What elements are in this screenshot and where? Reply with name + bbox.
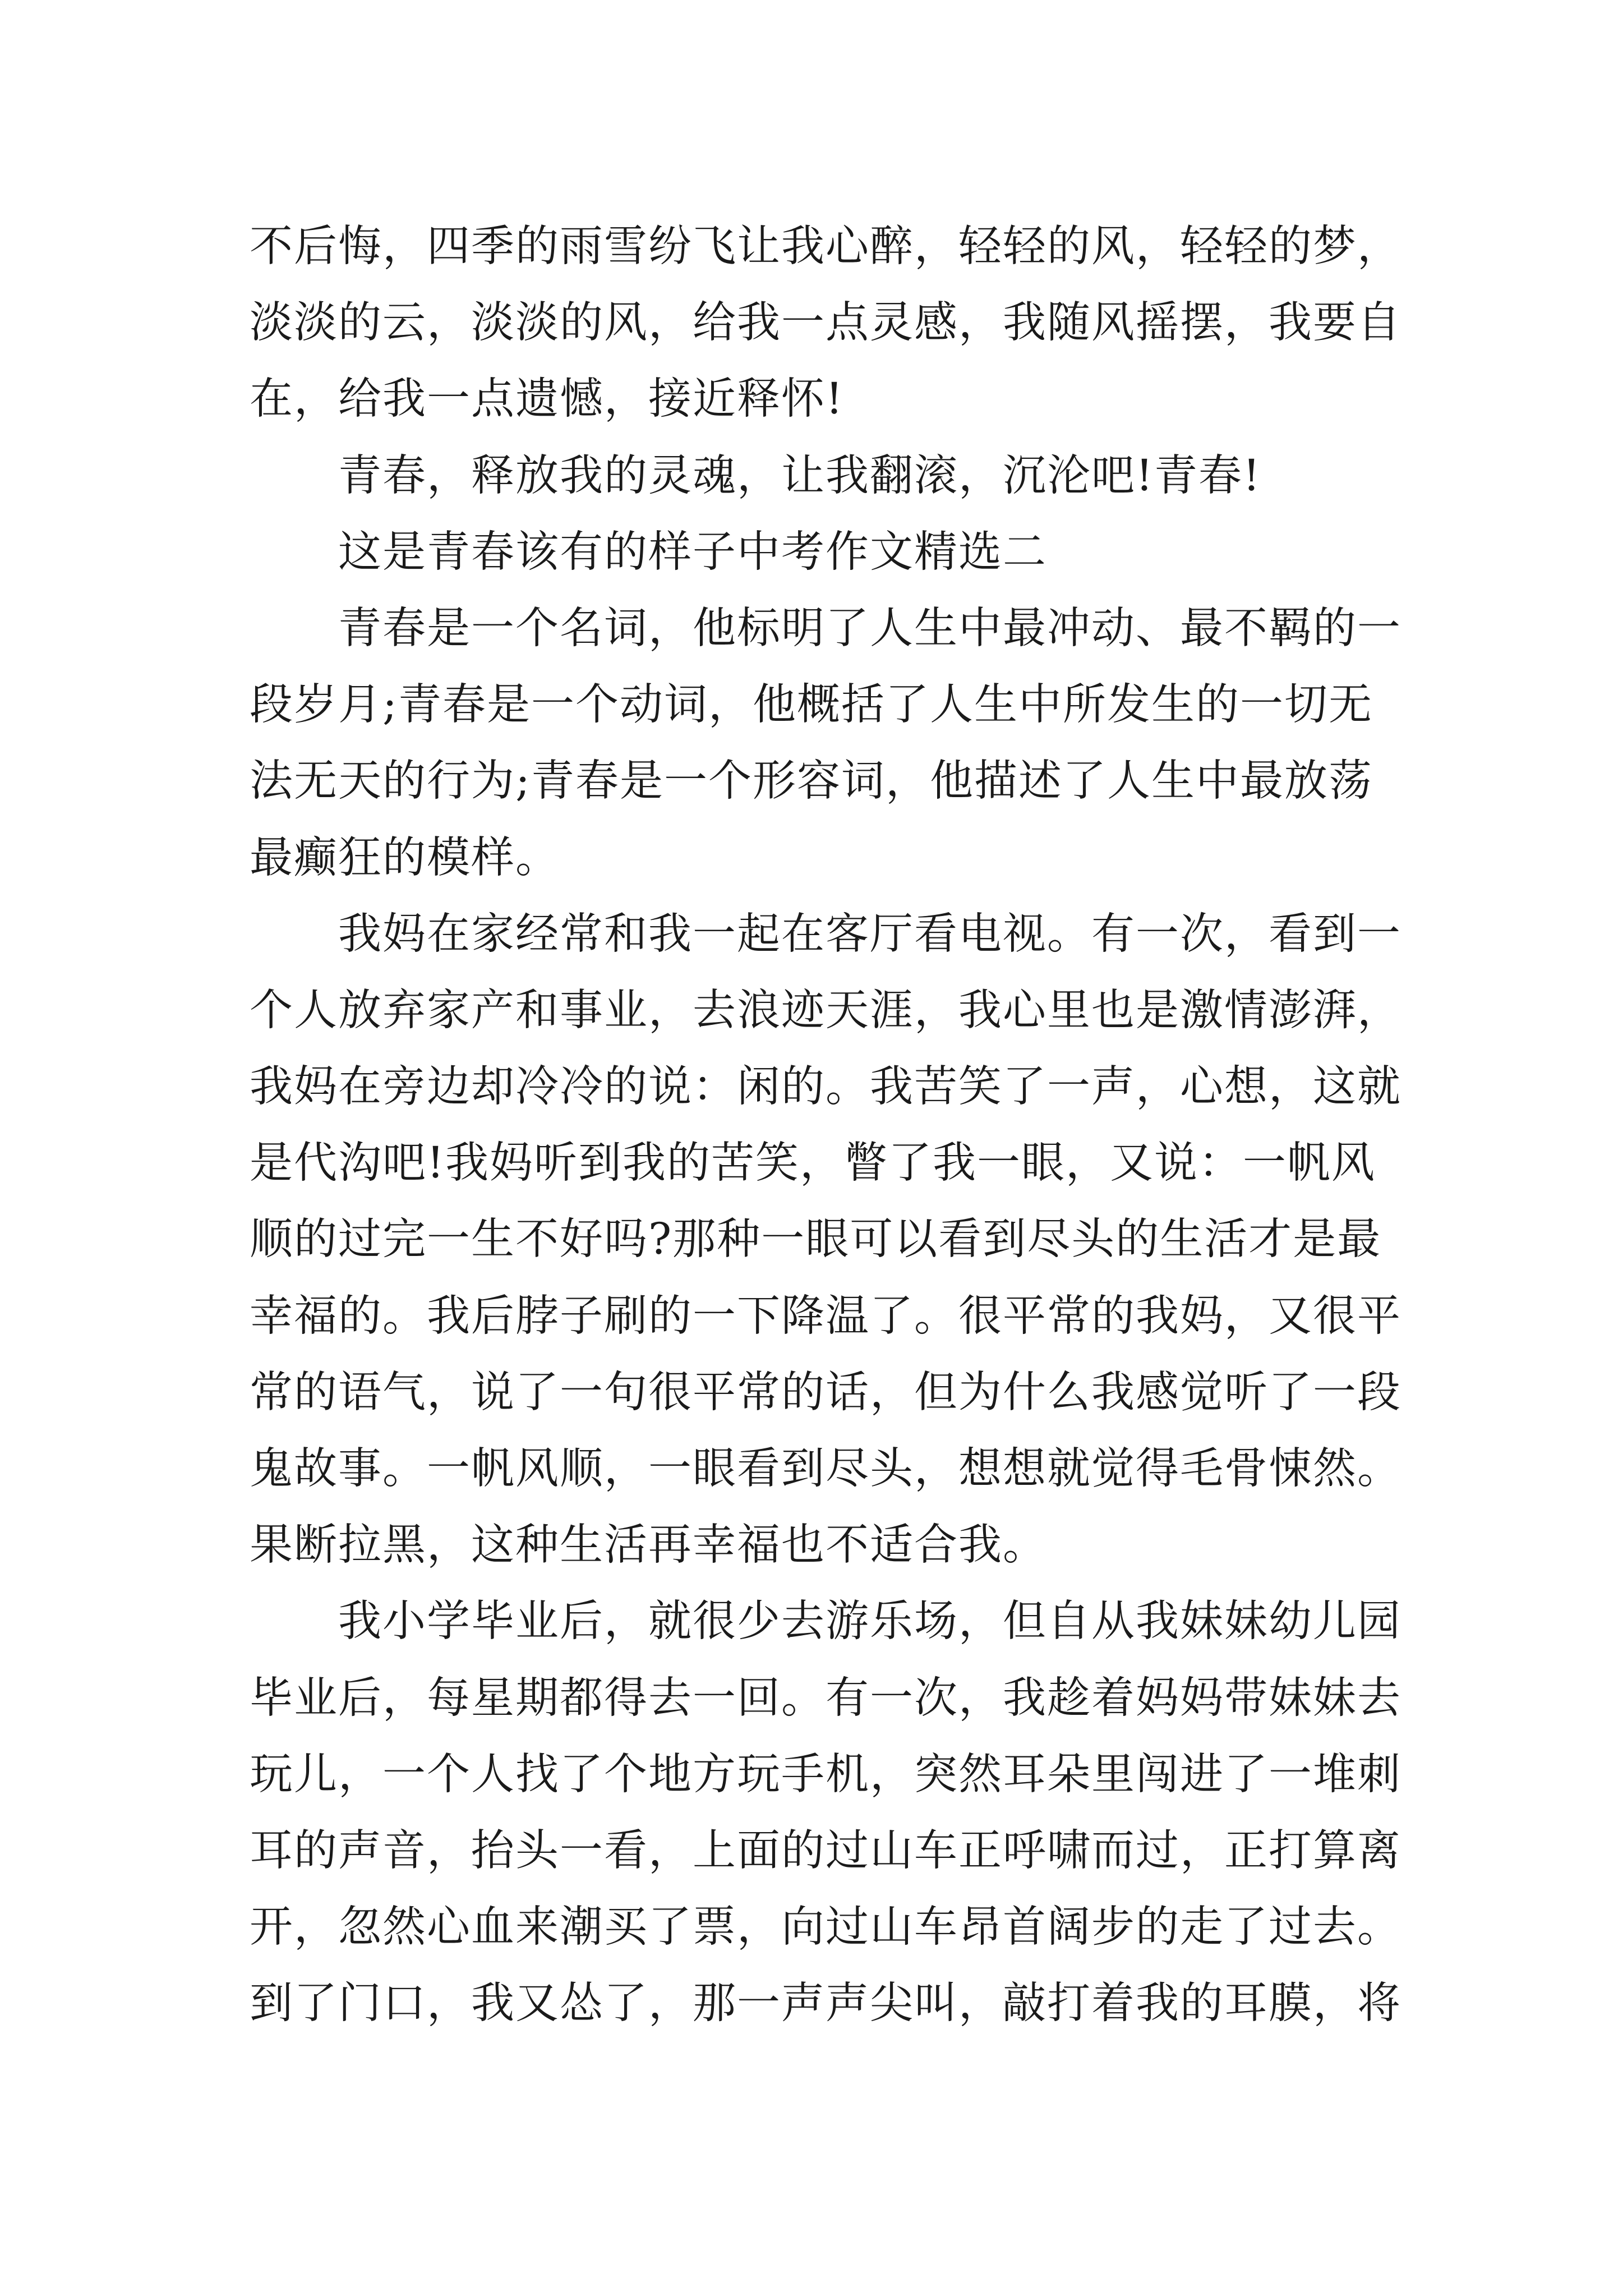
text-line-13: 是代沟吧!我妈听到我的苦笑，瞥了我一眼，又说：一帆风 xyxy=(250,1138,1376,1189)
text-line-19: 我小学毕业后，就很少去游乐场，但自从我妹妹幼儿园 xyxy=(338,1596,1401,1647)
text-line-23: 开，忽然心血来潮买了票，向过山车昂首阔步的走了过去。 xyxy=(250,1902,1401,1953)
essay-body xyxy=(250,209,1401,2042)
text-line-1: 不后悔，四季的雨雪纷飞让我心醉，轻轻的风，轻轻的梦， xyxy=(250,222,1401,272)
text-line-16: 常的语气，说了一句很平常的话，但为什么我感觉听了一段 xyxy=(250,1367,1401,1418)
text-line-18: 果断拉黑，这种生活再幸福也不适合我。 xyxy=(250,1520,1047,1571)
text-line-15: 幸福的。我后脖子刷的一下降温了。很平常的我妈，又很平 xyxy=(250,1291,1401,1341)
text-line-12: 我妈在旁边却冷冷的说：闲的。我苦笑了一声，心想，这就 xyxy=(250,1062,1401,1112)
text-line-20: 毕业后，每星期都得去一回。有一次，我趁着妈妈带妹妹去 xyxy=(250,1673,1401,1723)
text-line-3: 在，给我一点遗憾，接近释怀! xyxy=(250,374,844,425)
text-line-2: 淡淡的云，淡淡的风，给我一点灵感，我随风摇摆，我要自 xyxy=(250,298,1401,348)
section-heading: 这是青春该有的样子中考作文精选二 xyxy=(338,527,1047,577)
text-line-24: 到了门口，我又怂了，那一声声尖叫，敲打着我的耳膜，将 xyxy=(250,1978,1401,2029)
text-line-9: 最癫狂的模样。 xyxy=(250,832,560,883)
text-line-8: 法无天的行为;青春是一个形容词，他描述了人生中最放荡 xyxy=(250,756,1373,807)
text-line-7: 段岁月;青春是一个动词，他概括了人生中所发生的一切无 xyxy=(250,680,1373,730)
text-line-22: 耳的声音，抬头一看，上面的过山车正呼啸而过，正打算离 xyxy=(250,1825,1401,1876)
text-line-14: 顺的过完一生不好吗?那种一眼可以看到尽头的生活才是最 xyxy=(250,1214,1382,1265)
text-line-6: 青春是一个名词，他标明了人生中最冲动、最不羁的一 xyxy=(338,603,1401,654)
text-line-11: 个人放弃家产和事业，去浪迹天涯，我心里也是激情澎湃， xyxy=(250,985,1401,1036)
text-line-4: 青春，释放我的灵魂，让我翻滚，沉沦吧!青春! xyxy=(338,450,1261,501)
text-line-21: 玩儿，一个人找了个地方玩手机，突然耳朵里闯进了一堆刺 xyxy=(250,1749,1401,1800)
text-line-17: 鬼故事。一帆风顺，一眼看到尽头，想想就觉得毛骨悚然。 xyxy=(250,1444,1401,1494)
text-line-10: 我妈在家经常和我一起在客厅看电视。有一次，看到一 xyxy=(338,909,1401,959)
